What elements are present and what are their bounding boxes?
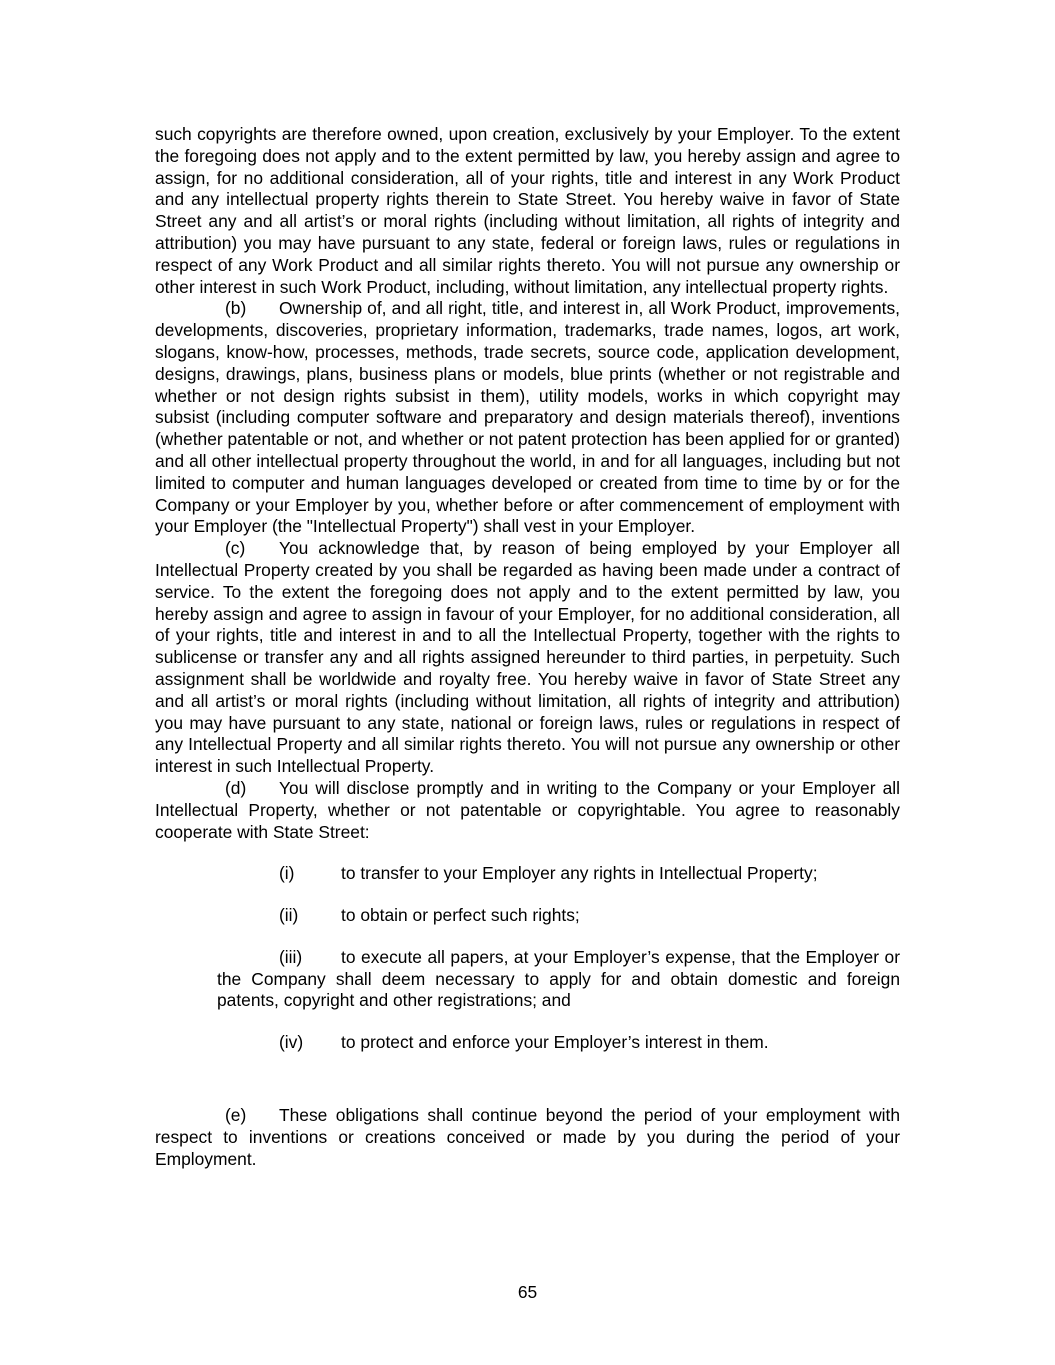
list-item-iv-text: to protect and enforce your Employer’s interest in them.	[341, 1032, 769, 1053]
paragraph-e-text: These obligations shall continue beyond the period of your employment with respect to inventions or creations conceived or made by you during the period of your Employment.	[155, 1105, 900, 1169]
list-item-iv	[155, 1032, 900, 1054]
page-number: 65	[517, 1282, 538, 1302]
paragraph-d	[155, 778, 900, 843]
paragraph-b-text: Ownership of, and all right, title, and interest in, all Work Product, improvements, developments, discoveries, proprietary information, trademarks, trade names, logos, art work, slogans, know-how, processes, methods, trade secrets, source code, application development, designs, drawings, plans, business plans or models, blue prints (whether or not registrable and whether or not design rights subsist in them), utility models, works in which copyright may subsist (including computer software and preparatory and design materials thereof), inventions (whether patentable or not, and whether or not patent protection has been applied for or granted) and all other intellectual property throughout the world, in and for all languages, including but not limited to computer and human languages developed or created from time to time by or for the Company or your Employer by you, whether before or after commencement of employment with your Employer (the "Intellectual Property") shall vest in your Employer.	[155, 298, 900, 537]
paragraph-d-text: You will disclose promptly and in writing to the Company or your Employer all Intellectual Property, whether or not patentable or copyrightable. You agree to reasonably cooperate with State Street:	[155, 777, 900, 842]
paragraph-d-label: (d)	[225, 777, 247, 798]
spacer	[155, 1054, 900, 1105]
spacer	[155, 843, 900, 863]
spacer	[155, 1012, 900, 1032]
list-item-i	[155, 863, 900, 885]
paragraph-a-continued: such copyrights are therefore owned, upon creation, exclusively by your Employer. To the extent the foregoing does not apply and to the extent permitted by law, you hereby assign and agree to assign, for no additional consideration, all of your rights, title and interest in any Work Product and any intellectual property rights therein to State Street. You hereby waive in favor of State Street any and all artist’s or moral rights (including without limitation, all rights of integrity and attribution) you may have pursuant to any state, federal or foreign laws, rules or regulations in respect of any Work Product and all similar rights thereto. You will not pursue any ownership or other interest in such Work Product, including, without limitation, any intellectual property rights.	[155, 124, 900, 297]
paragraph-c-label: (c)	[225, 538, 246, 559]
list-item-iii-label: (iii)	[279, 946, 303, 967]
list-item-iv-label: (iv)	[279, 1032, 304, 1053]
paragraph-c	[155, 538, 900, 778]
list-item-i-label: (i)	[279, 863, 295, 884]
document-body	[155, 124, 900, 1170]
list-item-ii-text: to obtain or perfect such rights;	[341, 905, 580, 926]
list-item-iii-text: to execute all papers, at your Employer’s expense, that the Employer or the Company shall deem necessary to apply for and obtain domestic and foreign patents, copyright and other registrations; and	[217, 946, 900, 1011]
paragraph-c-text: You acknowledge that, by reason of being employed by your Employer all Intellectual Property created by you shall be regarded as having been made under a contract of service. To the extent the foregoing does not apply and to the extent permitted by law, you hereby assign and agree to assign in favour of your Employer, for no additional consideration, all of your rights, title and interest in and to all the Intellectual Property, together with the rights to sublicense or transfer any and all rights assigned hereunder to third parties, in perpetuity. Such assignment shall be worldwide and royalty free. You hereby waive in favor of State Street any and all artist’s or moral rights (including without limitation, all rights of integrity and attribution) you may have pursuant to any state, national or foreign laws, rules or regulations in respect of any Intellectual Property and all similar rights thereto. You will not pursue any ownership or other interest in such Intellectual Property.	[155, 538, 900, 777]
paragraph-b	[155, 298, 900, 538]
list-item-i-text: to transfer to your Employer any rights in Intellectual Property;	[341, 863, 818, 884]
paragraph-e-label: (e)	[225, 1105, 247, 1126]
list-item-ii	[155, 905, 900, 927]
list-item-ii-label: (ii)	[279, 905, 299, 926]
paragraph-e	[155, 1105, 900, 1170]
list-item-iii	[155, 947, 900, 1012]
spacer	[155, 927, 900, 947]
paragraph-b-label: (b)	[225, 298, 247, 319]
spacer	[155, 885, 900, 905]
